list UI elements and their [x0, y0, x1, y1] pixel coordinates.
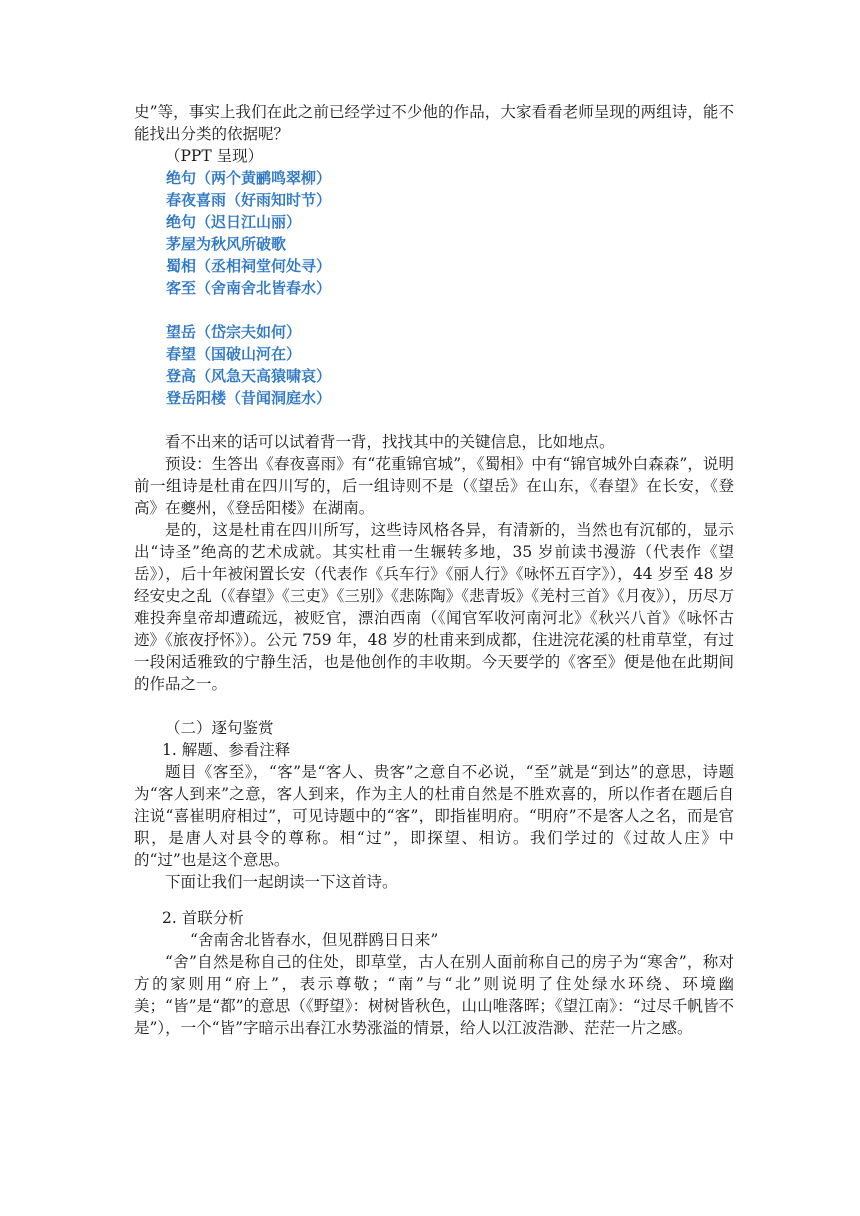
subsection-heading: 1. 解题、参看注释	[162, 741, 291, 759]
preset-paragraph: 预设：生答出《春夜喜雨》有“花重锦官城”，《蜀相》中有“锦官城外白森森”，说明前一组诗是杜甫在四川写的，后一组诗则不是（《望岳》在山东，《春望》在长安，《登高》在夔州，《登岳阳楼》在湖南。	[134, 455, 734, 517]
ppt-label: （PPT 呈现）	[165, 147, 264, 165]
intro-paragraph: 史”等，事实上我们在此之前已经学过不少他的作品，大家看看老师呈现的两组诗，能不能找出分类的依据呢？	[134, 103, 734, 143]
title-explanation-paragraph: 题目《客至》，“客”是“客人、贵客”之意自不必说，“至”就是“到达”的意思，诗题为“客人到来”之意，客人到来，作为主人的杜甫自然是不胜欢喜的，所以作者在题后自注说“喜崔明府相过”，可见诗题中的“客”，即指崔明府。“明府”不是客人之名，而是官职，是唐人对县令的尊称。相“过”，即探望、相访。我们学过的《过故人庄》中的“过”也是这个意思。	[134, 763, 734, 869]
poem-title: 登岳阳楼（昔闻洞庭水）	[166, 389, 332, 407]
poem-title: 登高（风急天高猿啸哀）	[166, 367, 332, 385]
poem-title: 绝句（两个黄鹂鸣翠柳）	[166, 169, 332, 187]
poem-title: 春夜喜雨（好雨知时节）	[166, 191, 332, 209]
poem-title: 蜀相（丞相祠堂何处寻）	[166, 257, 332, 275]
couplet-analysis-paragraph: “舍”自然是称自己的住处，即草堂，古人在别人面前称自己的房子为“寒舍”，称对方的家则用“府上”，表示尊敬；“南”与“北”则说明了住处绿水环绕、环境幽美；“皆”是“都”的意思（《野望》：树树皆秋色，山山唯落晖；《望江南》：“过尽千帆皆不是”），一个“皆”字暗示出春江水势涨溢的情景，给人以江波浩渺、茫茫一片之感。	[134, 953, 734, 1037]
subsection-heading: 2. 首联分析	[162, 909, 244, 927]
read-aloud-paragraph: 下面让我们一起朗读一下这首诗。	[165, 873, 398, 891]
biography-paragraph: 是的，这是杜甫在四川所写，这些诗风格各异，有清新的，当然也有沉郁的，显示出“诗圣”绝高的艺术成就。其实杜甫一生辗转多地，35 岁前读书漫游（代表作《望岳》），后十年被闲置长安（代表作《兵车行》《丽人行》《咏怀五百字》），44 岁至 48 岁经安史之乱（《春望》《三吏》《三别》《悲陈陶》《悲青坂》《羌村三首》《月夜》），历尽万难投奔皇帝却遭疏远，被贬官，漂泊西南（《闻官军收河南河北》《秋兴八首》《咏怀古迹》《旅夜抒怀》）。公元 759 年，48 岁的杜甫来到成都，住进浣花溪的杜甫草堂，有过一段闲适雅致的宁静生活，也是他创作的丰收期。今天要学的《客至》便是他在此期间的作品之一。	[134, 521, 734, 693]
poem-title: 茅屋为秋风所破歌	[166, 235, 287, 253]
poem-title: 春望（国破山河在）	[166, 345, 302, 363]
poem-group-sichuan	[166, 167, 734, 299]
poem-title: 绝句（迟日江山丽）	[166, 213, 302, 231]
poem-title: 望岳（岱宗夫如何）	[166, 323, 302, 341]
hint-paragraph: 看不出来的话可以试着背一背，找找其中的关键信息，比如地点。	[165, 433, 615, 451]
section-heading: （二）逐句鉴赏	[165, 719, 274, 737]
poem-group-other	[166, 321, 734, 409]
poem-title: 客至（舍南舍北皆春水）	[166, 279, 332, 297]
document-body	[134, 101, 734, 1039]
couplet-quote: “舍南舍北皆春水，但见群鸥日日来”	[190, 931, 439, 949]
